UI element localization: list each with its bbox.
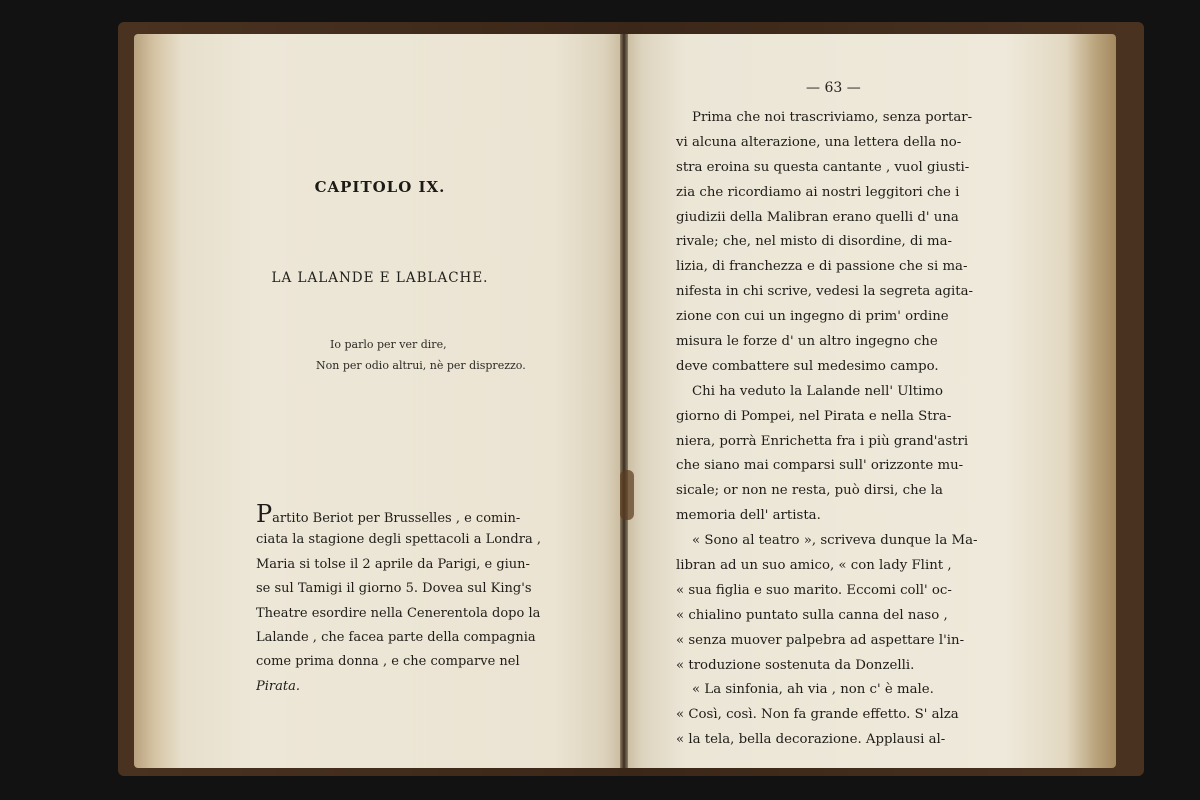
text-line: Prima che noi trascriviamo, senza portar- [692, 110, 973, 125]
epigraph [316, 334, 526, 376]
text-line: Chi ha veduto la Lalande nell' Ultimo [692, 383, 943, 399]
drop-cap: P [256, 504, 273, 528]
text-line: zione con cui un ingegno di prim' ordine [676, 309, 949, 325]
book-gutter [620, 34, 628, 768]
text-line: zia che ricordiamo ai nostri leggitori che i [676, 184, 960, 200]
text-line: stra eroina su questa cantante , vuol giusti- [676, 159, 970, 175]
right-page-text [676, 106, 1006, 753]
text-line: « Sono al teatro », scriveva dunque la Ma- [692, 533, 978, 549]
text-line: che siano mai comparsi sull' orizzonte mu- [676, 458, 964, 474]
text-line: « La sinfonia, ah via , non c' è male. [692, 682, 934, 698]
first-line-rest: artito Beriot per Brusselles , e comin- [272, 511, 521, 526]
text-line: « troduzione sostenuta da Donzelli. [676, 657, 915, 673]
italic-text: Pirata. [256, 678, 300, 694]
page-number: — 63 — [806, 80, 861, 96]
text-line: Maria si tolse il 2 aprile da Parigi, e giun- [256, 556, 530, 572]
text-line [256, 675, 576, 699]
text-line: « senza muover palpebra ad aspettare l'in- [676, 632, 965, 648]
text-line: se sul Tamigi il giorno 5. Dovea sul King's [256, 581, 532, 597]
section-title: LA LALANDE E LABLACHE. [271, 270, 489, 286]
text-line: misura le forze d' un altro ingegno che [676, 334, 938, 350]
text-line: rivale; che, nel misto di disordine, di ma- [676, 234, 952, 250]
spine-stain [620, 470, 634, 520]
text-line: Theatre esordire nella Cenerentola dopo la [256, 605, 541, 621]
text-line: niera, porrà Enrichetta fra i più grand'astri [676, 433, 969, 449]
text-line: giudizii della Malibran erano quelli d' una [676, 209, 959, 225]
text-line: « sua figlia e suo marito. Eccomi coll' oc- [676, 582, 952, 598]
epigraph-line: Io parlo per ver dire, [330, 338, 447, 351]
text-line: come prima donna , e che comparve nel [256, 654, 520, 670]
text-line: Lalande , che facea parte della compagnia [256, 629, 536, 645]
text-line: vi alcuna alterazione, una lettera della no- [676, 134, 962, 150]
epigraph-line: Non per odio altrui, nè per disprezzo. [316, 359, 526, 372]
chapter-title: CAPITOLO IX. [314, 178, 446, 196]
text-line: deve combattere sul medesimo campo. [676, 358, 939, 374]
text-line: nifesta in chi scrive, vedesi la segreta agita- [676, 284, 974, 300]
text-line: « la tela, bella decorazione. Applausi al- [676, 732, 946, 748]
text-line: lizia, di franchezza e di passione che si ma- [676, 259, 968, 275]
text-line: memoria dell' artista. [676, 508, 821, 524]
text-line: giorno di Pompei, nel Pirata e nella Stra- [676, 408, 952, 424]
text-line: « Così, così. Non fa grande effetto. S' alza [676, 707, 959, 723]
text-line: libran ad un suo amico, « con lady Flint , [676, 558, 952, 574]
text-line [256, 504, 576, 528]
text-line: « chialino puntato sulla canna del naso , [676, 607, 948, 623]
text-line: sicale; or non ne resta, può dirsi, che la [676, 483, 943, 499]
text-line: ciata la stagione degli spettacoli a Londra , [256, 532, 541, 548]
left-page-text [256, 504, 576, 699]
